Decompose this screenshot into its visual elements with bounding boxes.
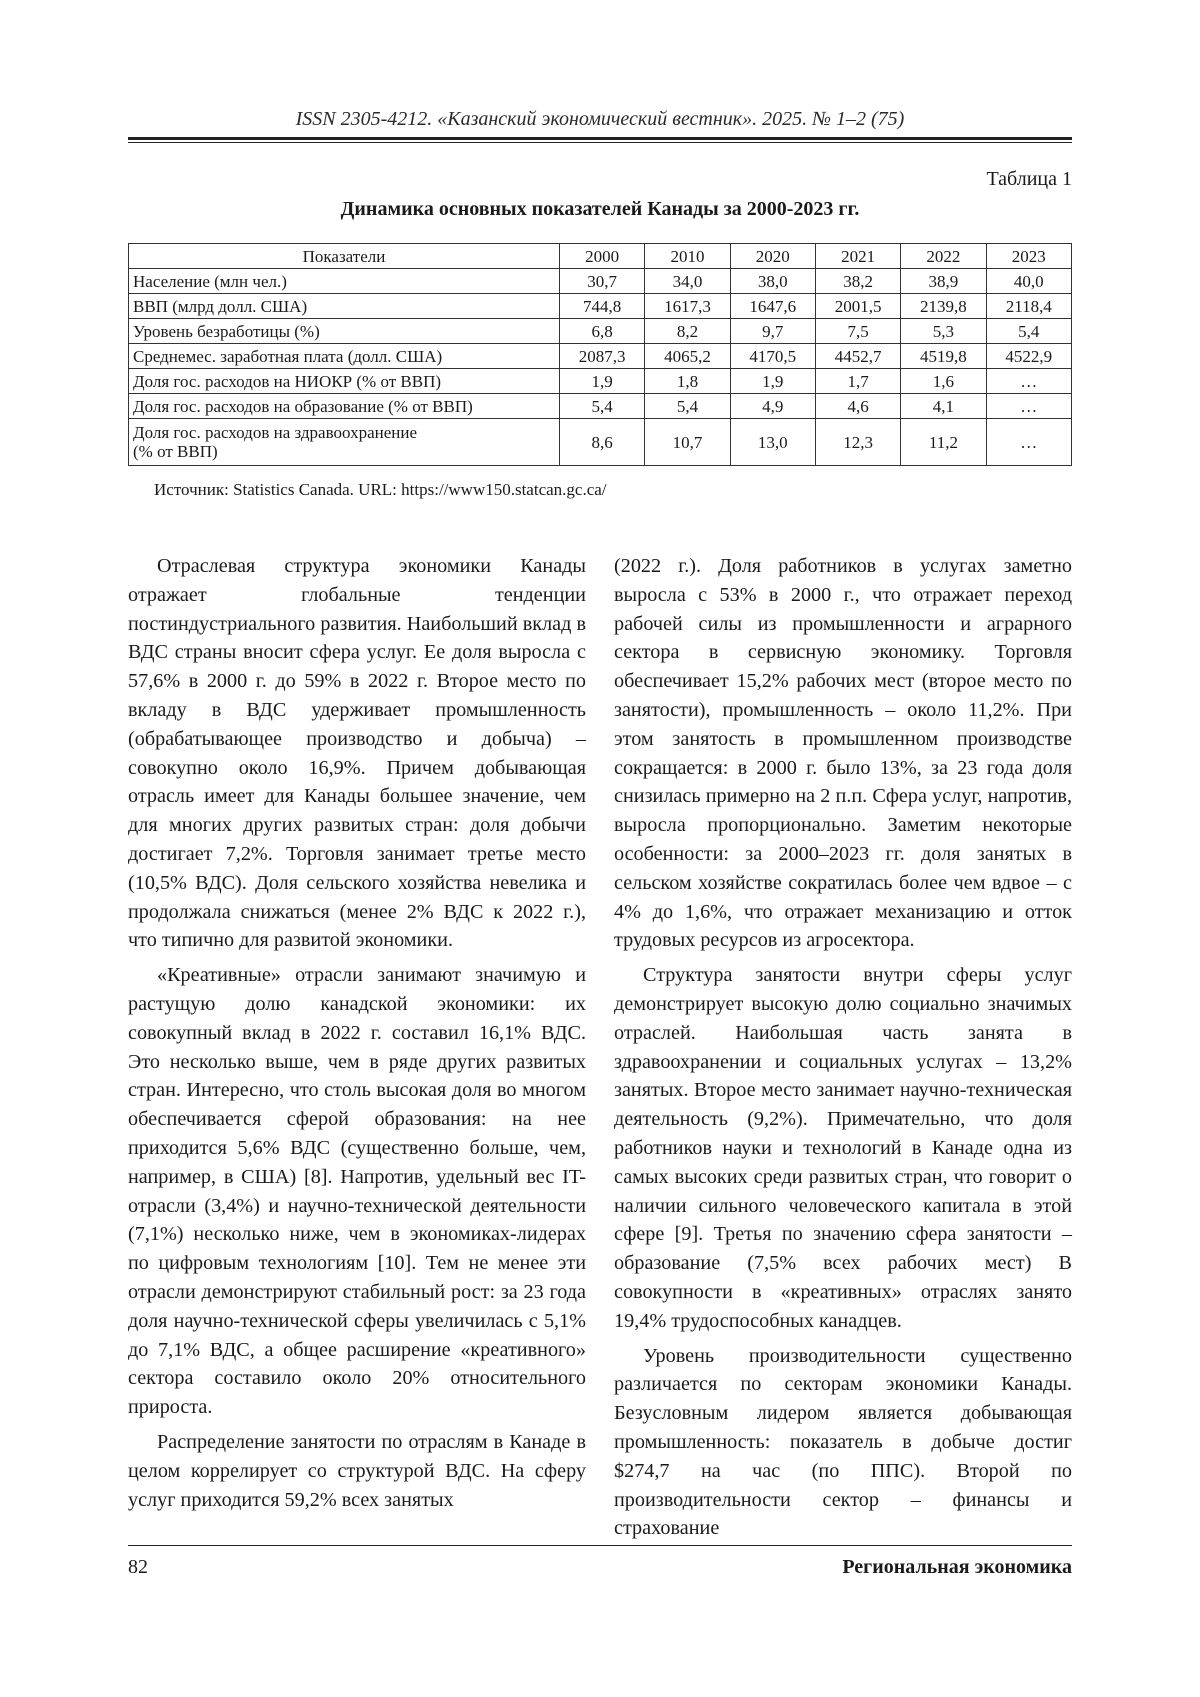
- table-cell: 4065,2: [645, 344, 730, 369]
- column-header: 2010: [645, 244, 730, 269]
- paragraph: Распределение занятости по отраслям в Канаде в целом коррелирует со структурой ВДС. На сферу услуг приходится 59,2% всех занятых: [128, 1430, 586, 1511]
- table-cell: 38,9: [901, 269, 986, 294]
- table-cell: 5,4: [559, 394, 644, 419]
- table-cell: 1617,3: [645, 294, 730, 319]
- table-cell: …: [986, 394, 1071, 419]
- paragraph: Структура занятости внутри сферы услуг демонстрирует высокую долю социально значимых отраслей. Наибольшая часть занята в здравоохранении и социальных услугах – 13,2% занятых. Второе место занимает научно-техническая деятельность (9,2%). Примечательно, что доля работников науки и технологий в Канаде одна из самых высоких среди развитых стран, что говорит о наличии сильного человеческого капитала в этой сфере [9]. Третья по значению сфера занятости – образование (7,5% всех рабочих мест) В совокупности в «креативных» отраслях занято 19,4% трудоспособных канадцев.: [614, 964, 1072, 1332]
- table-cell: 8,2: [645, 319, 730, 344]
- page-number: 82: [128, 1556, 148, 1578]
- table-cell: 2139,8: [901, 294, 986, 319]
- table-cell: 4452,7: [815, 344, 900, 369]
- table-cell: 1,7: [815, 369, 900, 394]
- table-cell: 5,3: [901, 319, 986, 344]
- column-header: 2020: [730, 244, 815, 269]
- table-cell: 9,7: [730, 319, 815, 344]
- table-cell: 8,6: [559, 419, 644, 466]
- table-cell: …: [986, 419, 1071, 466]
- table-label: Таблица 1: [986, 168, 1072, 190]
- journal-header: ISSN 2305-4212. «Казанский экономический вестник». 2025. № 1–2 (75): [295, 108, 905, 130]
- table-row: [129, 344, 1072, 369]
- table-cell: 11,2: [901, 419, 986, 466]
- row-label: [129, 419, 560, 466]
- column-header: 2000: [559, 244, 644, 269]
- column-header: Показатели: [129, 244, 560, 269]
- table-cell: 30,7: [559, 269, 644, 294]
- table-cell: 4,6: [815, 394, 900, 419]
- table-row: [129, 419, 1072, 466]
- indicators-table: [128, 243, 1072, 466]
- table-row: [129, 319, 1072, 344]
- row-label-line: (% от ВВП): [133, 442, 218, 461]
- table-cell: 2001,5: [815, 294, 900, 319]
- table-row: [129, 394, 1072, 419]
- row-label: ВВП (млрд долл. США): [129, 294, 560, 319]
- table-cell: 4170,5: [730, 344, 815, 369]
- table-cell: 2118,4: [986, 294, 1071, 319]
- table-cell: 1,9: [559, 369, 644, 394]
- row-label: Уровень безработицы (%): [129, 319, 560, 344]
- table-cell: 4519,8: [901, 344, 986, 369]
- table-row: [129, 369, 1072, 394]
- table-cell: 5,4: [986, 319, 1071, 344]
- table-cell: 744,8: [559, 294, 644, 319]
- table-cell: 4522,9: [986, 344, 1071, 369]
- table-cell: 1647,6: [730, 294, 815, 319]
- row-label: Население (млн чел.): [129, 269, 560, 294]
- table-row: [129, 294, 1072, 319]
- column-header: 2023: [986, 244, 1071, 269]
- table-cell: 6,8: [559, 319, 644, 344]
- table-cell: 4,9: [730, 394, 815, 419]
- table-header-row: [129, 244, 1072, 269]
- table-row: [129, 269, 1072, 294]
- table-cell: 38,2: [815, 269, 900, 294]
- table-cell: 38,0: [730, 269, 815, 294]
- header-rule-thin: [128, 142, 1072, 143]
- table-cell: 12,3: [815, 419, 900, 466]
- table-cell: 5,4: [645, 394, 730, 419]
- table-cell: 4,1: [901, 394, 986, 419]
- table-cell: 2087,3: [559, 344, 644, 369]
- row-label-line: Доля гос. расходов на здравоохранение: [133, 423, 418, 442]
- table-title: Динамика основных показателей Канады за 2000-2023 гг.: [340, 198, 860, 220]
- row-label: Среднемес. заработная плата (долл. США): [129, 344, 560, 369]
- table-cell: 10,7: [645, 419, 730, 466]
- row-label: Доля гос. расходов на НИОКР (% от ВВП): [129, 369, 560, 394]
- text-column-right: [614, 552, 1072, 1549]
- table-cell: 7,5: [815, 319, 900, 344]
- table-cell: …: [986, 369, 1071, 394]
- footer-rule: [128, 1545, 1072, 1546]
- column-header: 2021: [815, 244, 900, 269]
- header-rule-thick: [128, 137, 1072, 140]
- paragraph: Отраслевая структура экономики Канады отражает глобальные тенденции постиндустриального развития. Наибольший вклад в ВДС страны вносит сфера услуг. Ее доля выросла с 57,6% в 2000 г. до 59% в 2022 г. Второе место по вкладу в ВДС удерживает промышленность (обрабатывающее производство и добыча) – совокупно около 16,9%. Причем добывающая отрасль имеет для Канады большее значение, чем для многих других развитых стран: доля добычи достигает 7,2%. Торговля занимает третье место (10,5% ВДС). Доля сельского хозяйства невелика и продолжала снижаться (менее 2% ВДС к 2022 г.), что типично для развитой экономики.: [128, 555, 586, 952]
- section-name: Региональная экономика: [842, 1556, 1072, 1578]
- table-source: Источник: Statistics Canada. URL: https://www150.statcan.gc.ca/: [154, 480, 607, 499]
- text-column-left: [128, 552, 586, 1520]
- table-cell: 1,6: [901, 369, 986, 394]
- paragraph: (2022 г.). Доля работников в услугах заметно выросла с 53% в 2000 г., что отражает переход рабочей силы из промышленности и аграрного сектора в сервисную экономику. Торговля обеспечивает 15,2% рабочих мест (второе место по занятости), промышленность – около 11,2%. При этом занятость в промышленном производстве сокращается: в 2000 г. было 13%, за 23 года доля снизилась примерно на 2 п.п. Сфера услуг, напротив, выросла пропорционально. Заметим некоторые особенности: за 2000–2023 гг. доля занятых в сельском хозяйстве сократилась более чем вдвое – с 4% до 1,6%, что отражает механизацию и отток трудовых ресурсов из агросектора.: [614, 555, 1072, 952]
- paragraph: «Креативные» отрасли занимают значимую и растущую долю канадской экономики: их совокупный вклад в 2022 г. составил 16,1% ВДС. Это несколько выше, чем в ряде других развитых стран. Интересно, что столь высокая доля во многом обеспечивается сферой образования: на нее приходится 5,6% ВДС (существенно больше, чем, например, в США) [8]. Напротив, удельный вес IT-отрасли (3,4%) и научно-технической деятельности (7,1%) несколько ниже, чем в экономиках-лидерах по цифровым технологиям [10]. Тем не менее эти отрасли демонстрируют стабильный рост: за 23 года доля научно-технической сферы увеличилась с 5,1% до 7,1% ВДС, а общее расширение «креативного» сектора составило около 20% относительного прироста.: [128, 964, 586, 1419]
- table-cell: 1,8: [645, 369, 730, 394]
- table-cell: 40,0: [986, 269, 1071, 294]
- paragraph: Уровень производительности существенно различается по секторам экономики Канады. Безусловным лидером является добывающая промышленность: показатель в добыче достиг $274,7 на час (по ППС). Второй по производительности сектор – финансы и страхование: [614, 1344, 1072, 1540]
- table-cell: 34,0: [645, 269, 730, 294]
- row-label: Доля гос. расходов на образование (% от ВВП): [129, 394, 560, 419]
- column-header: 2022: [901, 244, 986, 269]
- table-cell: 13,0: [730, 419, 815, 466]
- table-cell: 1,9: [730, 369, 815, 394]
